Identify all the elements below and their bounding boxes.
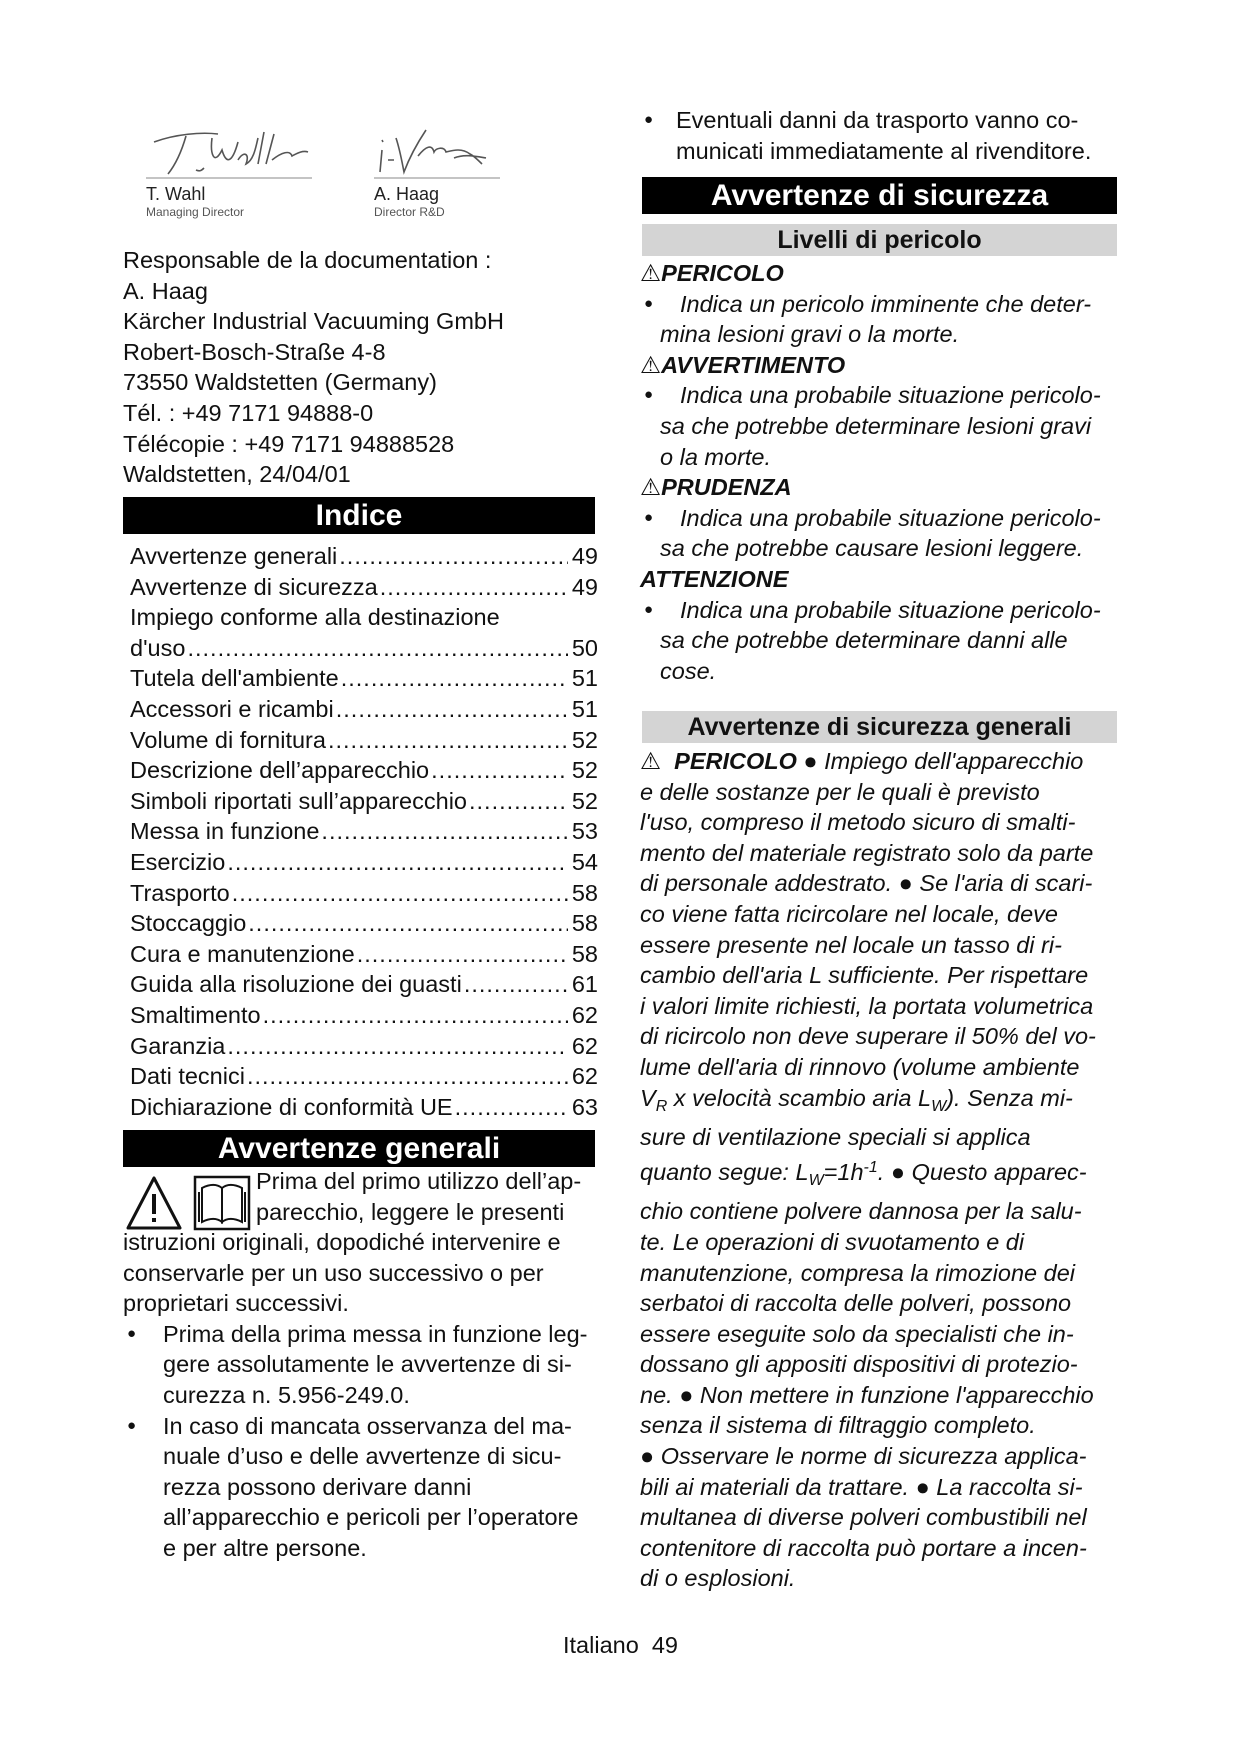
intro-line: conservarle per un uso successivo o per — [123, 1259, 544, 1286]
general-warnings-heading: Avvertenze generali — [123, 1130, 595, 1167]
responsible-line: Télécopie : +49 7171 94888528 — [123, 430, 455, 457]
toc-entry[interactable]: Guida alla risoluzione dei guasti ..... 61 — [130, 969, 598, 1000]
handwritten-signature-icon — [146, 120, 316, 182]
safety-line: ne. ● Non mettere in funzione l'apparecchio — [640, 1381, 1094, 1408]
safety-line: ⚠ PERICOLO ● Impiego dell'apparecchio — [640, 748, 1084, 774]
safety-line: lume dell'aria di rinnovo (volume ambiente — [640, 1053, 1080, 1080]
safety-line: co viene fatta ricircolare nel locale, deve — [640, 900, 1058, 927]
responsible-line: Kärcher Industrial Vacuuming GmbH — [123, 308, 504, 335]
table-of-contents — [130, 541, 598, 1122]
toc-entry-first-line[interactable]: Impiego conforme alla destinazione — [130, 604, 500, 631]
toc-entry[interactable]: Simboli riportati sull’apparecchio ..... 52 — [130, 786, 598, 817]
handwritten-signature-icon — [374, 120, 504, 182]
general-safety-heading: Avvertenze di sicurezza generali — [642, 711, 1117, 743]
toc-entry[interactable]: Smaltimento ..... 62 — [130, 1000, 598, 1031]
safety-line: contenitore di raccolta può portare a incen- — [640, 1534, 1087, 1561]
toc-entry[interactable]: Esercizio ..... 54 — [130, 847, 598, 878]
toc-entry[interactable]: Descrizione dell’apparecchio ..... 52 — [130, 755, 598, 786]
signer-title: Director R&D — [374, 205, 445, 219]
transport-line: municati immediatamente al rivenditore. — [676, 137, 1092, 164]
safety-line: te. Le operazioni di svuotamento e di — [640, 1228, 1025, 1255]
toc-entry[interactable]: Dichiarazione di conformità UE ..... 63 — [130, 1092, 598, 1123]
safety-line: chio contiene polvere dannosa per la salu- — [640, 1198, 1082, 1225]
responsible-line: Tél. : +49 7171 94888-0 — [123, 399, 374, 426]
index-heading: Indice — [123, 497, 595, 534]
footer-language: Italiano — [563, 1632, 639, 1658]
signature-haag — [374, 120, 554, 219]
transport-line: ● Eventuali danni da trasporto vanno co- — [676, 107, 1079, 133]
signer-name: A. Haag — [374, 184, 440, 204]
intro-line: proprietari successivi. — [123, 1290, 349, 1317]
responsible-line: 73550 Waldstetten (Germany) — [123, 369, 437, 396]
page-footer — [0, 1632, 1241, 1659]
toc-entry[interactable]: Accessori e ricambi ..... 51 — [130, 694, 598, 725]
signer-name: T. Wahl — [146, 184, 206, 204]
general-bullet: ● In caso di mancata osservanza del ma- nuale d’uso e delle avvertenze di sicu- rezza possono derivare danni all’apparecchio e pericoli per l’operatore e per altre persone. — [123, 1411, 603, 1564]
level-description: ● Indica una probabile situazione pericolo- sa che potrebbe determinare lesioni gravi o la morte. — [640, 380, 1125, 472]
safety-line: bili ai materiali da trattare. ● La raccolta si- — [640, 1473, 1083, 1500]
safety-heading: Avvertenze di sicurezza — [642, 177, 1117, 214]
toc-entry[interactable]: Avvertenze di sicurezza ..... 49 — [130, 572, 598, 603]
safety-line: essere presente nel locale un tasso di ri- — [640, 931, 1062, 958]
responsible-line: Responsable de la documentation : — [123, 247, 492, 273]
toc-entry[interactable]: Tutela dell'ambiente ..... 51 — [130, 663, 598, 694]
level-label-pericolo: ⚠PERICOLO — [640, 260, 784, 286]
toc-entry[interactable]: Messa in funzione ..... 53 — [130, 816, 598, 847]
safety-line: serbatoi di raccolta delle polveri, possono — [640, 1290, 1072, 1317]
safety-line: l'uso, compreso il metodo sicuro di smalti- — [640, 809, 1076, 836]
safety-line: i valori limite richiesti, la portata volumetrica — [640, 992, 1094, 1019]
level-label-avvertimento: ⚠AVVERTIMENTO — [640, 351, 846, 378]
intro-line: parecchio, leggere le presenti — [256, 1198, 565, 1225]
warning-triangle-icon: ⚠ — [640, 351, 662, 378]
responsible-line: Waldstetten, 24/04/01 — [123, 461, 351, 488]
toc-entry[interactable]: Cura e manutenzione ..... 58 — [130, 939, 598, 970]
page-number: 49 — [651, 1632, 678, 1658]
safety-formula-line: $V_R$ x velocità scambio aria $L_W$). Senza mi- — [640, 1084, 1073, 1115]
safety-formula-line: quanto segue: $L_W=1h^{-1}$. ● Questo apparec- — [640, 1158, 1087, 1189]
general-intro-rest — [123, 1227, 603, 1564]
toc-entry[interactable]: Volume di fornitura ..... 52 — [130, 725, 598, 756]
safety-line: sure di ventilazione speciali si applica — [640, 1124, 1031, 1151]
level-description: ● Indica una probabile situazione pericolo- sa che potrebbe determinare danni alle cose. — [640, 595, 1125, 687]
toc-entry[interactable]: Dati tecnici ..... 62 — [130, 1061, 598, 1092]
safety-line: manutenzione, compresa la rimozione dei — [640, 1259, 1075, 1286]
danger-levels — [640, 258, 1125, 686]
warning-triangle-icon: ⚠ — [640, 474, 662, 501]
level-label-prudenza: ⚠PRUDENZA — [640, 474, 792, 501]
signature-block — [146, 120, 546, 238]
safety-line: e delle sostanze per le quali è previsto — [640, 778, 1040, 805]
responsible-block — [123, 245, 603, 490]
safety-line: mento del materiale registrato solo da parte — [640, 839, 1094, 866]
transport-note — [640, 105, 1120, 166]
general-icons — [124, 1174, 254, 1234]
safety-line: essere eseguite solo da specialisti che in- — [640, 1320, 1074, 1347]
toc-entry[interactable]: Garanzia ..... 62 — [130, 1031, 598, 1062]
toc-entry[interactable]: d'uso ..... 50 — [130, 633, 598, 664]
responsible-line: A. Haag — [123, 277, 208, 304]
pericolo-label: PERICOLO — [674, 748, 797, 774]
safety-line: di o esplosioni. — [640, 1565, 796, 1592]
toc-entry[interactable]: Stoccaggio ..... 58 — [130, 908, 598, 939]
general-bullet: ● Prima della prima messa in funzione leg- gere assolutamente le avvertenze di si- curezza n. 5.956-249.0. — [123, 1319, 603, 1411]
signature-wahl — [146, 120, 326, 219]
responsible-line: Robert-Bosch-Straße 4-8 — [123, 338, 386, 365]
safety-line: multanea di diverse polveri combustibili nel — [640, 1504, 1087, 1531]
safety-line: di ricircolo non deve superare il 50% del vo- — [640, 1023, 1096, 1050]
toc-entry[interactable]: Avvertenze generali ..... 49 — [130, 541, 598, 572]
general-intro-top — [256, 1166, 596, 1227]
safety-line: di personale addestrato. ● Se l'aria di scari- — [640, 870, 1093, 897]
signer-title: Managing Director — [146, 205, 245, 219]
safety-line: dossano gli appositi dispositivi di protezio- — [640, 1351, 1078, 1378]
warning-triangle-icon — [124, 1174, 184, 1232]
level-description: ● Indica un pericolo imminente che deter- mina lesioni gravi o la morte. — [640, 289, 1125, 350]
toc-entry[interactable]: Trasporto ..... 58 — [130, 878, 598, 909]
warning-triangle-icon: ⚠ — [640, 748, 662, 774]
level-description: ● Indica una probabile situazione pericolo- sa che potrebbe causare lesioni leggere. — [640, 503, 1125, 564]
safety-line: senza il sistema di filtraggio completo. — [640, 1412, 1036, 1439]
danger-levels-heading: Livelli di pericolo — [642, 224, 1117, 256]
intro-line: Prima del primo utilizzo dell’ap- — [256, 1168, 582, 1194]
general-safety-text — [640, 746, 1125, 1594]
level-label-attenzione: ATTENZIONE — [640, 565, 789, 592]
warning-triangle-icon: ⚠ — [640, 260, 662, 286]
safety-line: cambio dell'aria L sufficiente. Per rispettare — [640, 962, 1089, 989]
read-manual-book-icon — [192, 1174, 252, 1232]
intro-line: istruzioni originali, dopodiché intervenire e — [123, 1229, 561, 1255]
safety-line: ● Osservare le norme di sicurezza applica- — [640, 1443, 1087, 1470]
